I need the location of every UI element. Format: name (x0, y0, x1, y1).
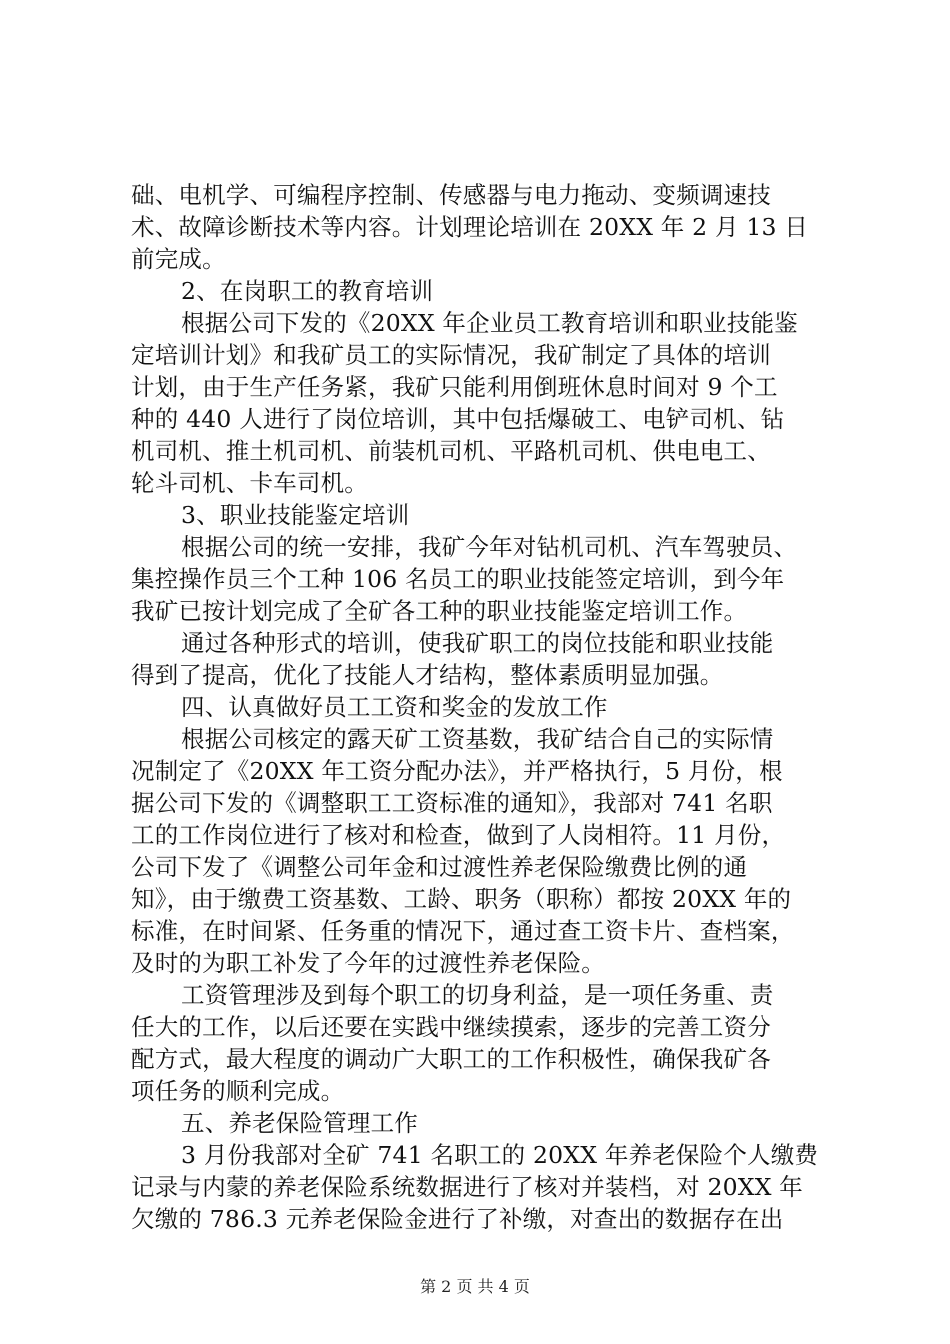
text-line: 前完成。 (131, 245, 226, 273)
text-line: 根据公司核定的露天矿工资基数，我矿结合自己的实际情 (181, 725, 774, 753)
text-line: 种的 440 人进行了岗位培训，其中包括爆破工、电铲司机、钻 (131, 405, 785, 433)
text-line: 记录与内蒙的养老保险系统数据进行了核对并装档，对 20XX 年 (131, 1173, 804, 1201)
text-line: 配方式，最大程度的调动广大职工的工作积极性，确保我矿各 (131, 1045, 771, 1073)
text-line: 项任务的顺利完成。 (131, 1077, 345, 1105)
section-heading: 3、职业技能鉴定培训 (181, 501, 410, 529)
text-line: 据公司下发的《调整职工工资标准的通知》，我部对 741 名职 (131, 789, 773, 817)
text-line: 3 月份我部对全矿 741 名职工的 20XX 年养老保险个人缴费 (181, 1141, 819, 1169)
section-heading: 2、在岗职工的教育培训 (181, 277, 434, 305)
text-line: 定培训计划》和我矿员工的实际情况，我矿制定了具体的培训 (131, 341, 771, 369)
text-line: 集控操作员三个工种 106 名员工的职业技能签定培训，到今年 (131, 565, 785, 593)
text-line: 工的工作岗位进行了核对和检查，做到了人岗相符。11 月份， (131, 821, 786, 849)
text-line: 得到了提高，优化了技能人才结构，整体素质明显加强。 (131, 661, 724, 689)
text-line: 知》，由于缴费工资基数、工龄、职务（职称）都按 20XX 年的 (131, 885, 792, 913)
text-line: 计划，由于生产任务紧，我矿只能利用倒班休息时间对 9 个工 (131, 373, 778, 401)
text-line: 根据公司的统一安排，我矿今年对钻机司机、汽车驾驶员、 (181, 533, 798, 561)
text-line: 标准，在时间紧、任务重的情况下，通过查工资卡片、查档案， (131, 917, 795, 945)
section-heading: 五、养老保险管理工作 (181, 1109, 418, 1137)
text-line: 我矿已按计划完成了全矿各工种的职业技能鉴定培训工作。 (131, 597, 748, 625)
text-line: 术、故障诊断技术等内容。计划理论培训在 20XX 年 2 月 13 日 (131, 213, 809, 241)
page-footer: 第 2 页 共 4 页 (420, 1277, 530, 1296)
text-line: 机司机、推土机司机、前装机司机、平路机司机、供电电工、 (131, 437, 771, 465)
text-line: 况制定了《20XX 年工资分配办法》，并严格执行，5 月份，根 (131, 757, 783, 785)
text-line: 工资管理涉及到每个职工的切身利益，是一项任务重、责 (181, 981, 774, 1009)
text-line: 轮斗司机、卡车司机。 (131, 469, 368, 497)
text-line: 任大的工作，以后还要在实践中继续摸索，逐步的完善工资分 (131, 1013, 771, 1041)
text-line: 欠缴的 786.3 元养老保险金进行了补缴，对查出的数据存在出 (131, 1205, 784, 1233)
text-line: 础、电机学、可编程序控制、传感器与电力拖动、变频调速技 (131, 181, 771, 209)
text-line: 及时的为职工补发了今年的过渡性养老保险。 (131, 949, 605, 977)
section-heading: 四、认真做好员工工资和奖金的发放工作 (181, 693, 608, 721)
text-line: 根据公司下发的《20XX 年企业员工教育培训和职业技能鉴 (181, 309, 798, 337)
text-line: 通过各种形式的培训，使我矿职工的岗位技能和职业技能 (181, 629, 774, 657)
text-line: 公司下发了《调整公司年金和过渡性养老保险缴费比例的通 (131, 853, 748, 881)
